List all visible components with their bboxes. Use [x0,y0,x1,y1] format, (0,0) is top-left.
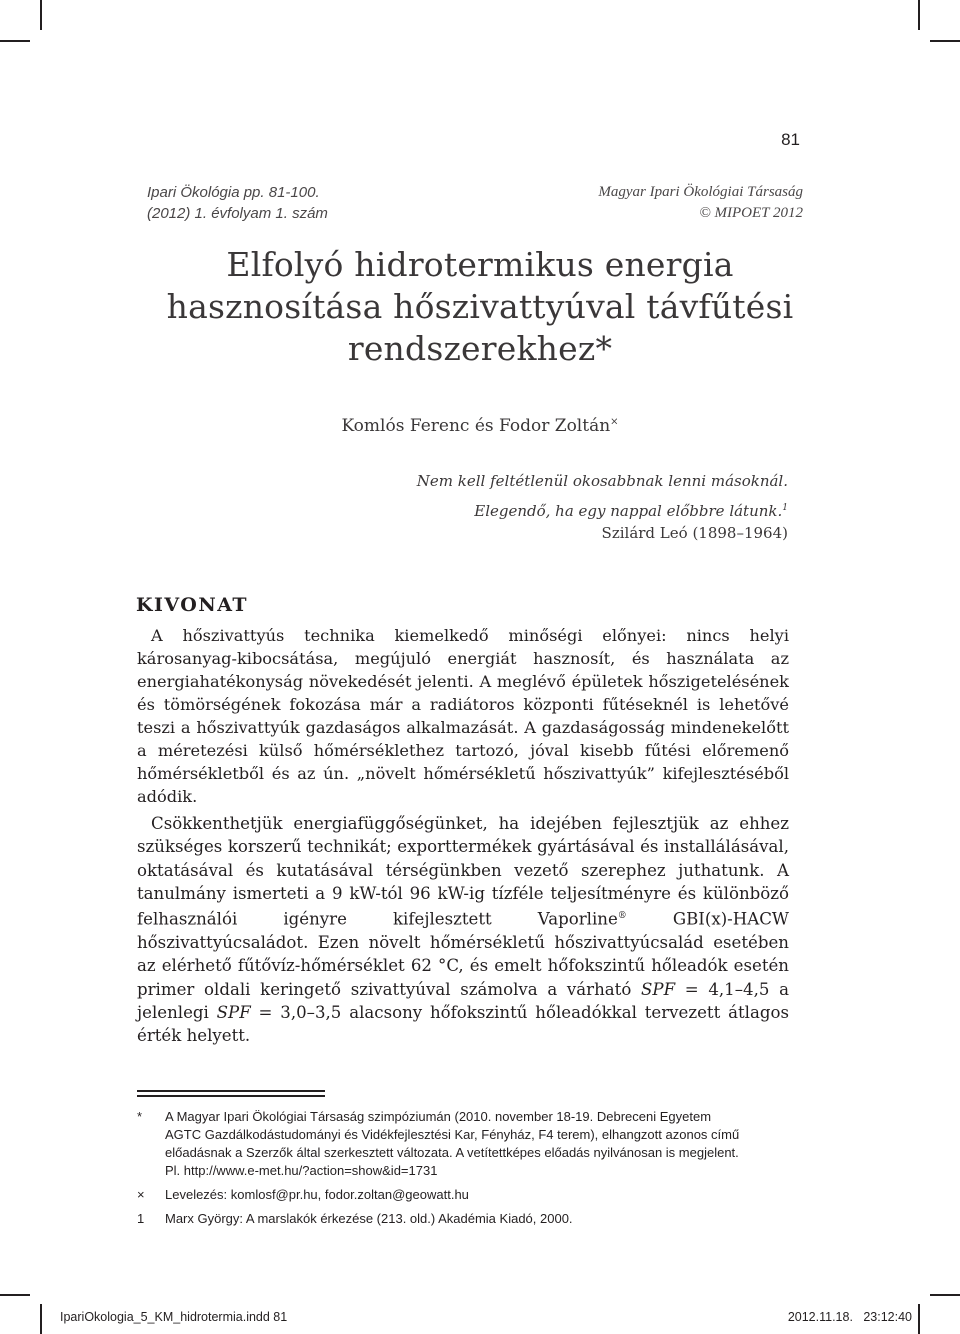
footnote-line: Pl. http://www.e-met.hu/?action=show&id=1731 [165,1163,438,1178]
epigraph-footnote-mark: 1 [782,503,788,513]
abstract-paragraph-2 [137,812,789,1048]
footnote-rule [137,1090,325,1092]
abstract-p2-part-d: = 3,0–3,5 alacsony hőfokszintű hőleadókkal tervezett átlagos érték helyett. [137,1002,789,1046]
footnote-mark: × [137,1187,145,1202]
crop-mark-bottom-right [918,1304,920,1334]
crop-mark-right-top [930,40,960,42]
article-title-line1: Elfolyó hidrotermikus energia [226,245,734,284]
epigraph-line1: Nem kell feltétlenül okosabbnak lenni másoknál. [416,472,788,490]
crop-mark-bottom-left [40,1304,42,1334]
crop-mark-left-top [0,40,30,42]
footnote-text [165,1210,787,1228]
epigraph-author: Szilárd Leó (1898–1964) [601,524,788,542]
publisher-info [520,182,803,224]
slug-date: 2012.11.18. 23:12:40 [787,1310,912,1324]
footnote-text [165,1186,787,1204]
footnote-text [165,1108,787,1180]
crop-mark-right-bottom [930,1294,960,1296]
footnote-line: Marx György: A marslakók érkezése (213. old.) Akadémia Kiadó, 2000. [165,1211,573,1226]
author-names: Komlós Ferenc és Fodor Zoltán [341,416,611,436]
author-list [130,416,830,436]
abstract-p2-part-c: = 4,1–4,5 a jelenlegi [137,979,789,1022]
epigraph [320,468,788,525]
page-number: 81 [781,130,800,149]
footnote-line: Levelezés: komlosf@pr.hu, fodor.zoltan@geowatt.hu [165,1187,469,1202]
article-title-line2: hasznosítása hőszivattyúval távfűtési [166,287,794,326]
spf-term: SPF [641,979,676,999]
crop-mark-left-bottom [0,1294,30,1296]
abstract-heading: KIVONAT [136,594,249,616]
spf-term: SPF [216,1002,251,1022]
crop-mark-top-right [918,0,920,30]
footnote-mark: 1 [137,1211,145,1226]
footnote-line: A Magyar Ipari Ökológiai Társaság szimpóziumán (2010. november 18-19. Debreceni Egyetem [165,1109,712,1124]
registered-mark: ® [617,911,627,922]
publisher-info-line2: © MIPOET 2012 [699,205,803,221]
abstract-body [137,624,789,1048]
slug-file: IpariOkologia_5_KM_hidrotermia.indd 81 [60,1310,288,1324]
article-title [130,244,830,370]
epigraph-line2: Elegendő, ha egy nappal előbbre látunk. [474,502,783,520]
abstract-p2-part-b: GBI(x)-HACW hőszivattyúcsaládot. Ezen növelt hőmérsékletű hőszivattyúcsalád esetében az elérhető fűtővíz-hőmérséklet 62 °C, és emelt hőfokszintű hőleadók esetén primer oldali keringető szivattyúval számolva a várható [137,909,789,999]
publisher-info-line1: Magyar Ipari Ökológiai Társaság [598,184,803,200]
crop-mark-top-left [40,0,42,30]
author-footnote-mark: × [610,416,619,428]
footnote-line: előadásnak a Szerzők által szerkesztett változata. A vetítettképes előadás nyilvánosan is megjelent. [165,1145,739,1160]
footnote-rule [137,1095,325,1097]
footnote-line: AGTC Gazdálkodástudományi és Vidékfejlesztési Kar, Fényház, F4 terem), elhangzott azonos című [165,1127,740,1142]
journal-info-line1: Ipari Ökológia pp. 81-100. [147,184,320,201]
journal-info [147,182,328,224]
abstract-p2-part-a: Csökkenthetjük energiafüggőségünket, ha idejében fejlesztjük az ehhez szükséges korszerű technikát; exporttermékek gyártásával és installálásával, oktatásával és kutatásával térségünkben vezető szerephez juthatunk. A tanulmány ismerteti a 9 kW-tól 96 kW-ig tízféle teljesítményre és különböző felhasználói igényre kifejlesztett Vaporline [137,814,789,929]
epigraph-line2-wrap [320,495,788,525]
journal-info-line2: (2012) 1. évfolyam 1. szám [147,205,328,222]
footnote-mark: * [137,1109,143,1124]
article-title-line3: rendszerekhez* [347,329,613,368]
abstract-paragraph-1: A hőszivattyús technika kiemelkedő minőségi előnyei: nincs helyi károsanyag-kibocsátása, megújuló energiát hasznosít, és használata az energiahatékonyság növekedését jelenti. A meglévő épületek hőszigetelésének és tömörségének fokozása már a radiátoros központi fűtéseknél is lehetővé teszi a hőszivattyúk gazdaságos alkalmazását. A gazdaságosság mindenekelőtt a méretezési külső hőmérséklethez tartozó, jóval kisebb fűtési előremenő hőmérsékletből és az ún. „növelt hőmérsékletű hőszivattyúk” kifejlesztéséből adódik. [137,626,789,806]
